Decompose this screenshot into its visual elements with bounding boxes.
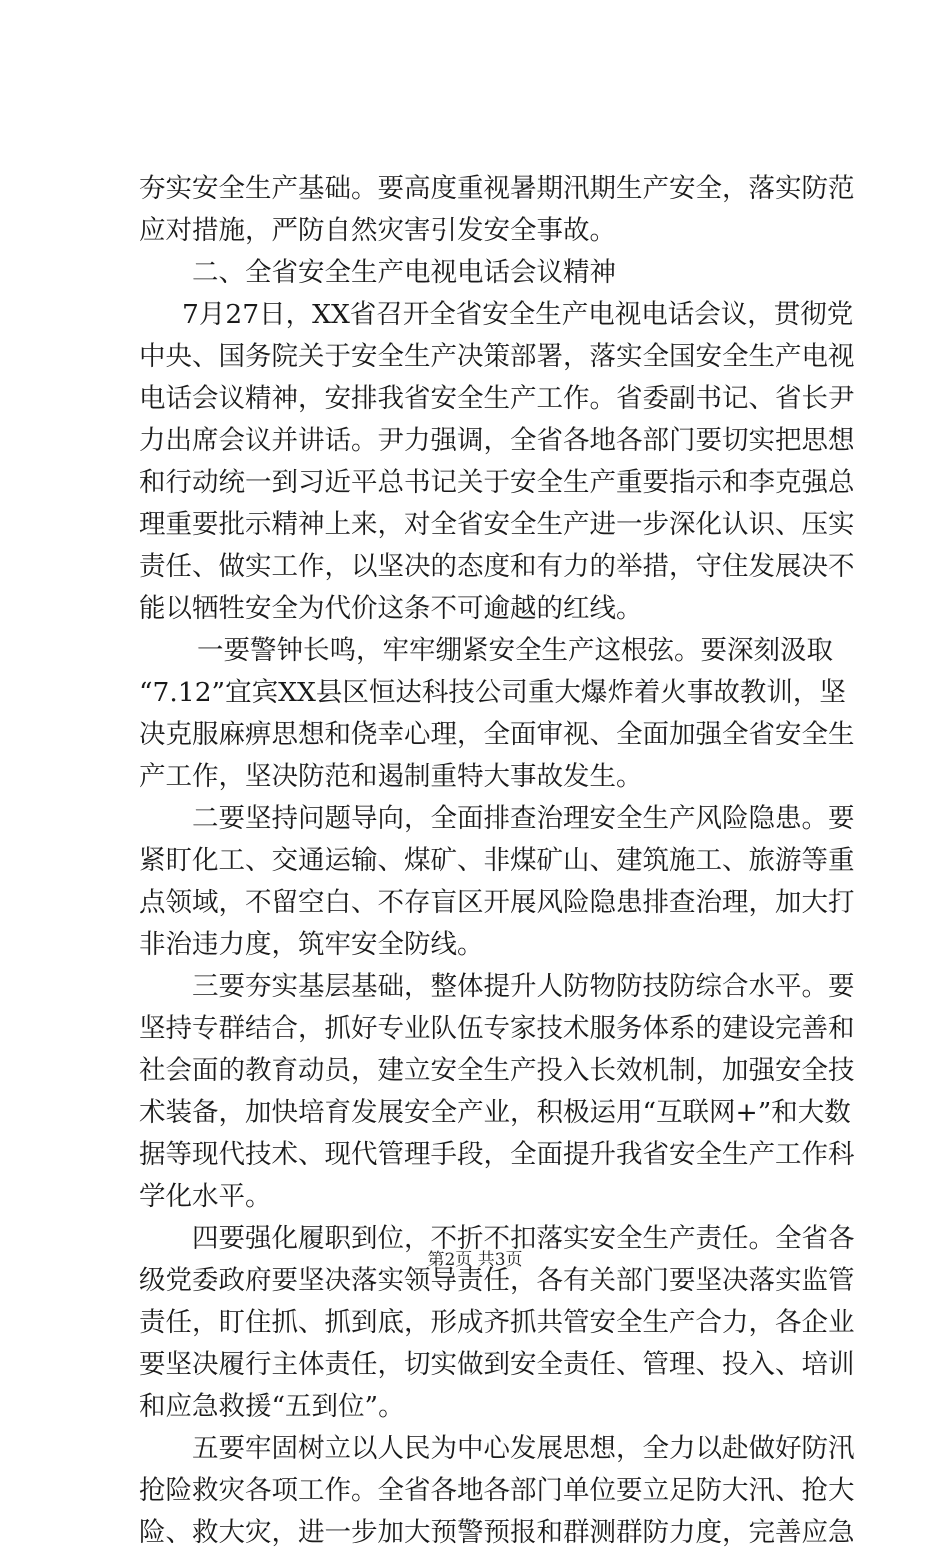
text-line: 产工作，坚决防范和遏制重特大事故发生。 [139, 761, 643, 792]
text-line: 决克服麻痹思想和侥幸心理，全面审视、全面加强全省安全生 [139, 719, 855, 750]
text-line: 责任，盯住抓、抓到底，形成齐抓共管安全生产合力，各企业 [139, 1307, 855, 1338]
text-line: 紧盯化工、交通运输、煤矿、非煤矿山、建筑施工、旅游等重 [139, 845, 855, 876]
text-line: 力出席会议并讲话。尹力强调，全省各地各部门要切实把思想 [139, 425, 855, 456]
text-line: 抢险救灾各项工作。全省各地各部门单位要立足防大汛、抢大 [139, 1475, 855, 1506]
text-line: 级党委政府要坚决落实领导责任，各有关部门要坚决落实监管 [139, 1265, 855, 1296]
text-line: 电话会议精神，安排我省安全生产工作。省委副书记、省长尹 [139, 383, 855, 414]
section-heading: 二、全省安全生产电视电话会议精神 [192, 257, 616, 288]
text-line: 险、救大灾，进一步加大预警预报和群测群防力度，完善应急 [139, 1517, 855, 1548]
text-line: 坚持专群结合，抓好专业队伍专家技术服务体系的建设完善和 [139, 1013, 855, 1044]
paragraph-first-line: 一要警钟长鸣，牢牢绷紧安全生产这根弦。要深刻汲取 [197, 635, 833, 666]
text-line: 应对措施，严防自然灾害引发安全事故。 [139, 215, 616, 246]
paragraph-first-line: 五要牢固树立以人民为中心发展思想，全力以赴做好防汛 [192, 1433, 855, 1464]
text-line: 点领域，不留空白、不存盲区开展风险隐患排查治理，加大打 [139, 887, 855, 918]
text-line: 能以牺牲安全为代价这条不可逾越的红线。 [139, 593, 643, 624]
text-line: “7.12”宜宾XX县区恒达科技公司重大爆炸着火事故教训，坚 [139, 677, 846, 708]
text-line: 夯实安全生产基础。要高度重视暑期汛期生产安全，落实防范 [139, 173, 855, 204]
text-line: 要坚决履行主体责任，切实做到安全责任、管理、投入、培训 [139, 1349, 855, 1380]
text-line: 学化水平。 [139, 1181, 272, 1212]
text-line: 社会面的教育动员，建立安全生产投入长效机制，加强安全技 [139, 1055, 855, 1086]
paragraph-first-line: 二要坚持问题导向，全面排查治理安全生产风险隐患。要 [192, 803, 855, 834]
text-line: 责任、做实工作，以坚决的态度和有力的举措，守住发展决不 [139, 551, 855, 582]
text-line: 术装备，加快培育发展安全产业，积极运用“互联网+”和大数 [139, 1097, 851, 1128]
text-line: 和应急救援“五到位”。 [139, 1391, 405, 1422]
paragraph-first-line: 三要夯实基层基础，整体提升人防物防技防综合水平。要 [192, 971, 855, 1002]
page-footer: 第2页 共3页 [427, 1250, 523, 1270]
text-line: 和行动统一到习近平总书记关于安全生产重要指示和李克强总 [139, 467, 855, 498]
text-line: 中央、国务院关于安全生产决策部署，落实全国安全生产电视 [139, 341, 855, 372]
paragraph-first-line: 四要强化履职到位，不折不扣落实安全生产责任。全省各 [192, 1223, 855, 1254]
document-body [139, 168, 855, 1554]
text-line: 理重要批示精神上来，对全省安全生产进一步深化认识、压实 [139, 509, 855, 540]
text-line: 非治违力度，筑牢安全防线。 [139, 929, 484, 960]
text-line: 据等现代技术、现代管理手段，全面提升我省安全生产工作科 [139, 1139, 855, 1170]
paragraph-first-line: 7月27日，XX省召开全省安全生产电视电话会议，贯彻党 [182, 299, 854, 330]
